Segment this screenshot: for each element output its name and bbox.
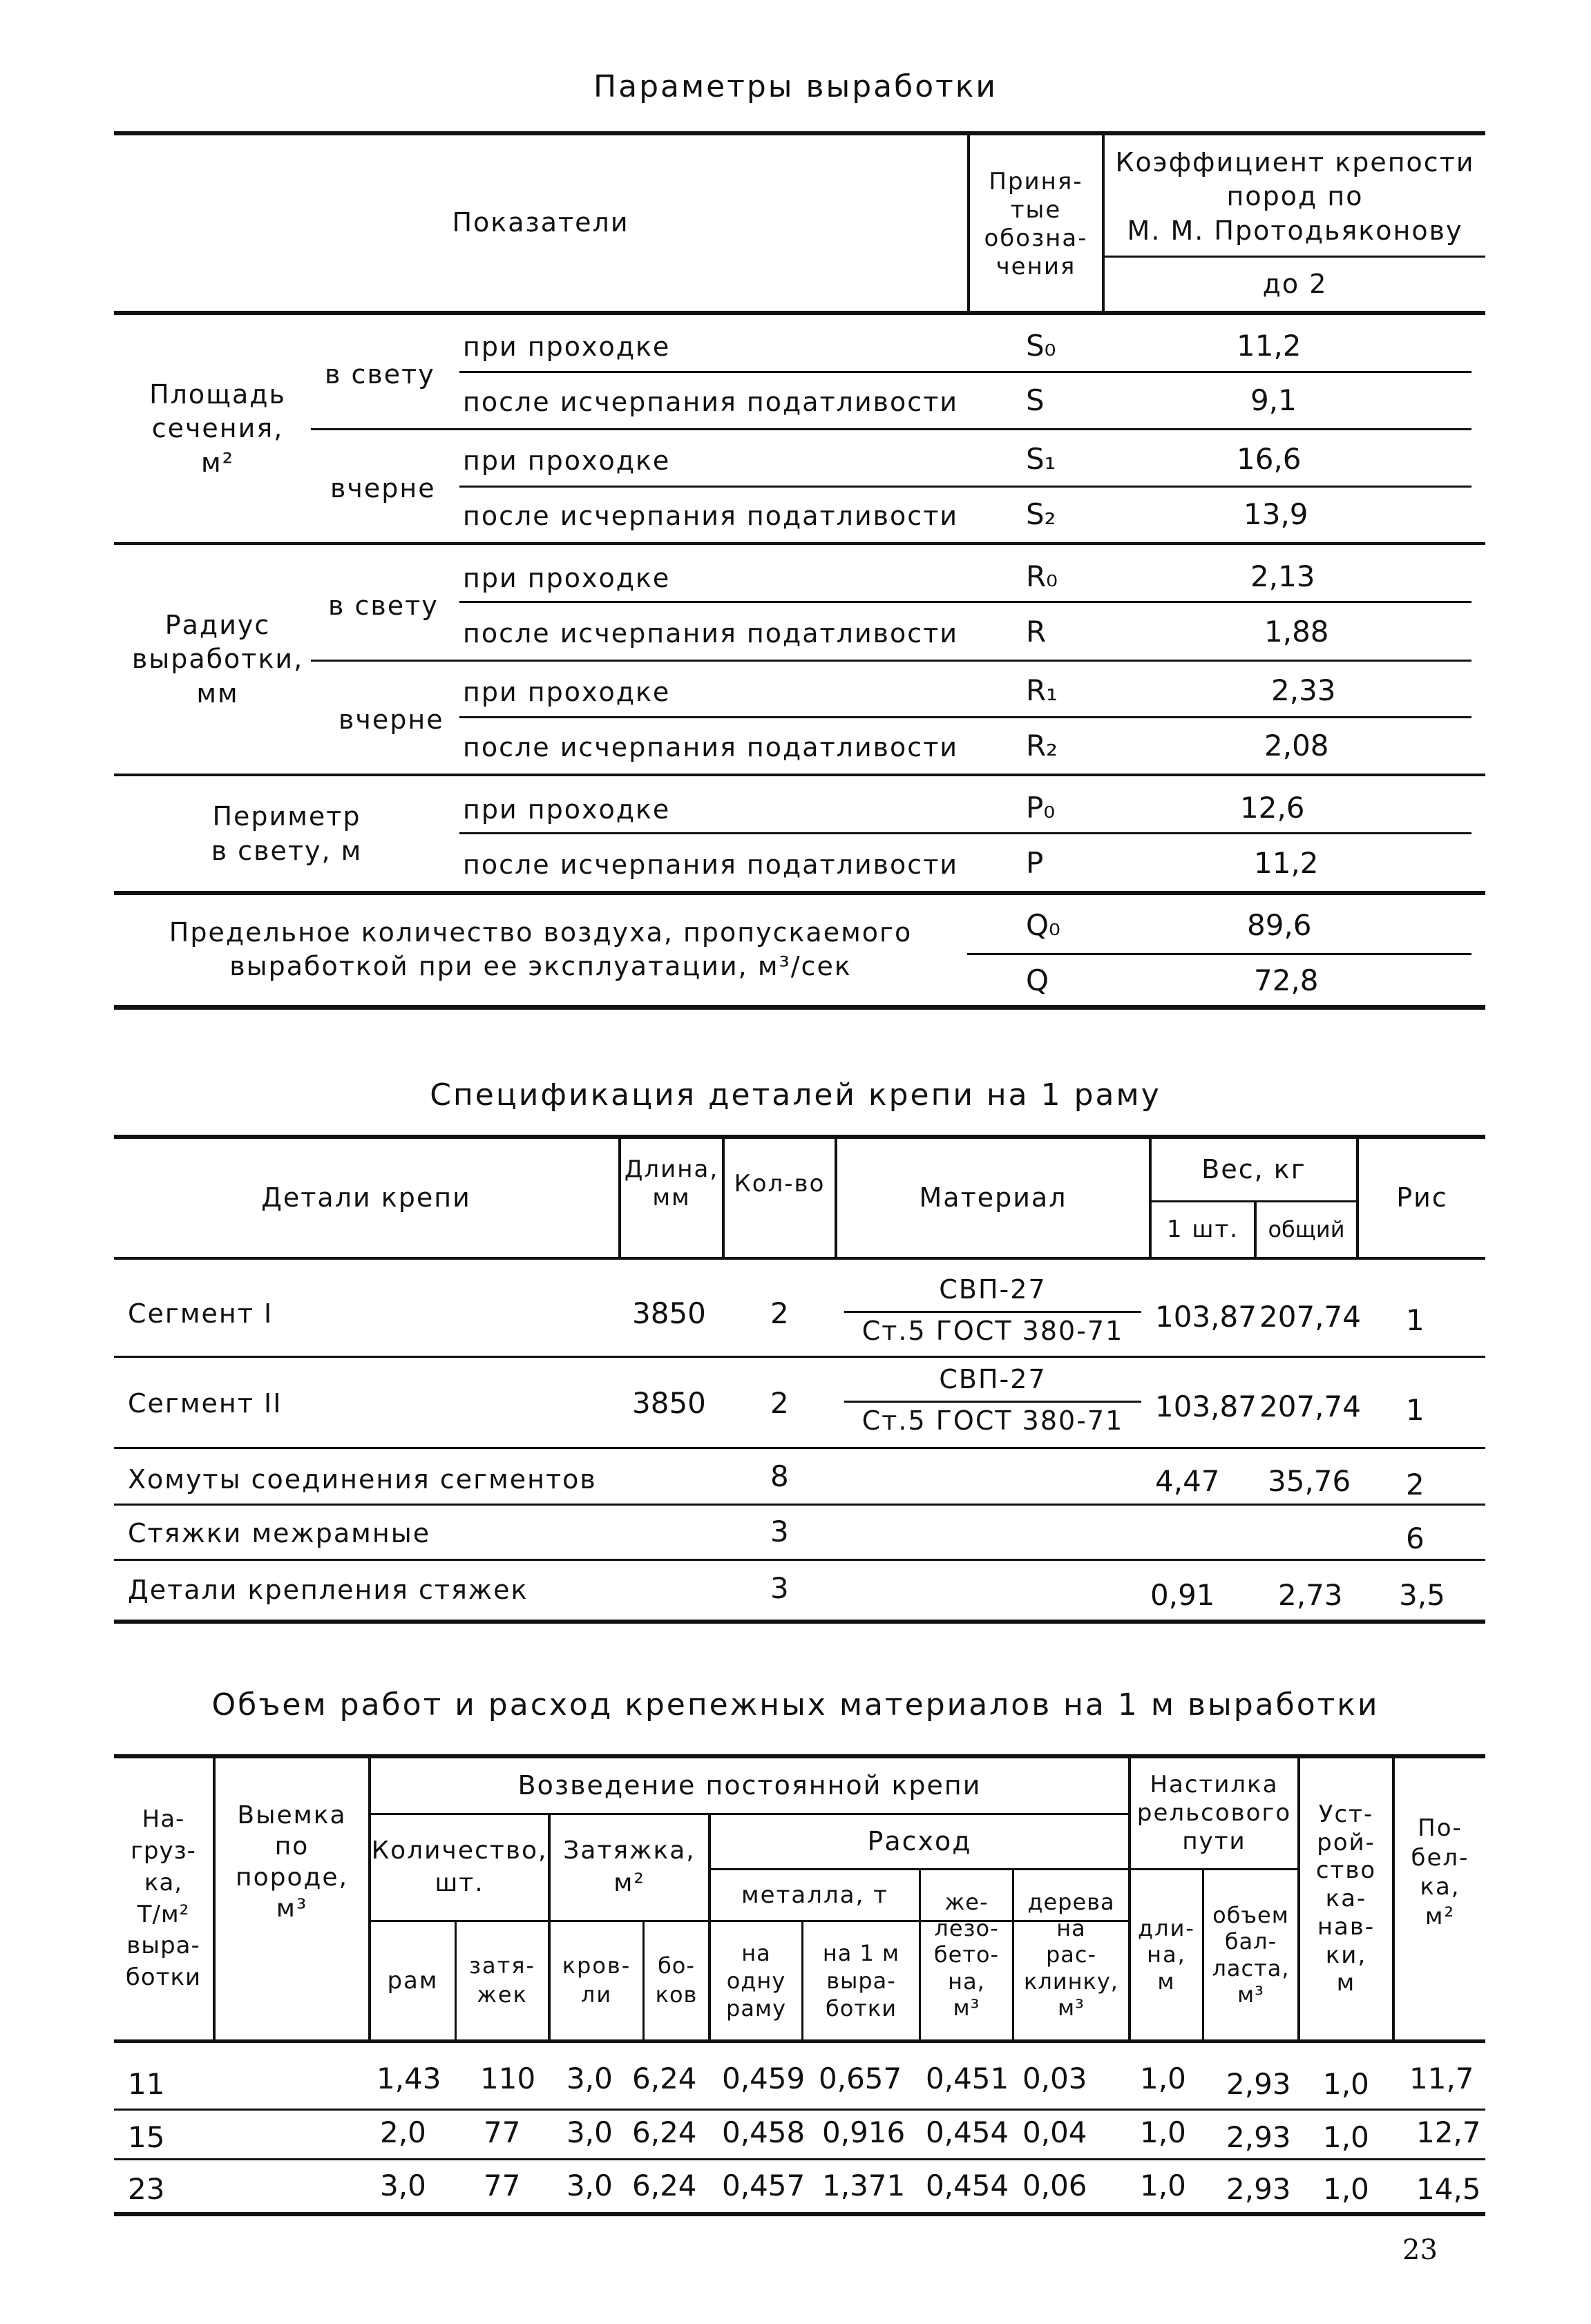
part-name: Хомуты соединения сегментов <box>128 1464 597 1495</box>
rule <box>114 2109 1485 2111</box>
cell-rail-length: 1,0 <box>1140 2169 1186 2202</box>
row-symbol: S₁ <box>1026 442 1056 476</box>
weight-one: 103,87 <box>1155 1300 1257 1334</box>
cell-sides: 6,24 <box>632 2169 697 2202</box>
cell-metal-frame: 0,457 <box>722 2169 806 2202</box>
rule <box>114 1447 1485 1449</box>
row-value: 1,88 <box>1264 615 1329 649</box>
row-symbol: Q₀ <box>1026 908 1060 942</box>
cell-ditch: 1,0 <box>1323 2067 1369 2101</box>
part-name: Сегмент II <box>128 1388 283 1419</box>
weight-one: 103,87 <box>1155 1390 1257 1423</box>
cell-rail-length: 1,0 <box>1140 2062 1186 2095</box>
rule <box>114 891 1485 895</box>
row-symbol: S₀ <box>1026 329 1056 363</box>
part-length: 3850 <box>632 1296 706 1330</box>
row-symbol: P₀ <box>1026 791 1056 825</box>
header-qty: Кол-во <box>734 1169 826 1198</box>
header-rail: Настилка рельсового пути <box>1136 1771 1292 1855</box>
radius-clear: в свету <box>328 590 439 621</box>
area-label: Площадь сечения, м² <box>149 378 286 478</box>
table1-title: Параметры выработки <box>593 69 998 104</box>
radius-label: Радиус выработки, мм <box>131 609 304 709</box>
row-symbol: R <box>1026 615 1047 649</box>
cell-metal-frame: 0,459 <box>722 2062 806 2095</box>
header-load: На- груз- ка, Т/м² выра- ботки <box>125 1805 202 1992</box>
part-qty: 3 <box>770 1515 789 1548</box>
header-laggings: затя- жек <box>468 1952 536 2008</box>
part-qty: 2 <box>770 1386 789 1420</box>
cell-frames: 3,0 <box>380 2169 426 2202</box>
cell-metal-frame: 0,458 <box>722 2115 806 2149</box>
cell-load: 15 <box>128 2120 165 2154</box>
rule <box>844 1401 1141 1403</box>
row-value: 11,2 <box>1254 846 1319 880</box>
figure-ref: 2 <box>1406 1468 1425 1501</box>
header-indicators: Показатели <box>452 207 629 238</box>
rule <box>114 1257 1485 1260</box>
row-value: 12,6 <box>1240 791 1305 825</box>
header-concrete: же- лезо- бето- на, м³ <box>933 1888 1000 2022</box>
cell-concrete: 0,454 <box>926 2115 1009 2149</box>
radius-outer: вчерне <box>339 704 444 735</box>
cell-ditch: 1,0 <box>1323 2172 1369 2206</box>
part-length: 3850 <box>632 1386 706 1420</box>
rule <box>114 2158 1485 2160</box>
row-symbol: P <box>1026 846 1044 880</box>
row-cond: при проходке <box>463 445 671 476</box>
rule <box>967 953 1471 955</box>
page-number: 23 <box>1402 2234 1438 2266</box>
part-name: Стяжки межрамные <box>128 1518 431 1548</box>
header-wood: дерева на рас- клинку, м³ <box>1024 1888 1118 2022</box>
cell-sides: 6,24 <box>632 2062 697 2095</box>
header-per-frame: на одну раму <box>726 1940 786 2022</box>
header-frames: рам <box>387 1966 439 1995</box>
row-value: 9,1 <box>1250 383 1297 417</box>
figure-ref: 1 <box>1406 1393 1425 1427</box>
cell-laggings: 77 <box>484 2115 521 2149</box>
cell-rail-length: 1,0 <box>1140 2115 1186 2149</box>
header-roof: кров- ли <box>562 1952 631 2008</box>
rule <box>114 2212 1485 2216</box>
header-metal: металла, т <box>741 1881 888 1909</box>
row-value: 89,6 <box>1247 908 1312 942</box>
rule <box>114 1559 1485 1561</box>
rule <box>459 371 1471 373</box>
cell-roof: 3,0 <box>566 2115 613 2149</box>
rule <box>844 1311 1141 1313</box>
row-cond: при проходке <box>463 677 671 707</box>
header-per-m: на 1 м выра- ботки <box>822 1940 900 2022</box>
material-bottom: Ст.5 ГОСТ 380-71 <box>861 1405 1124 1436</box>
header-ditch: Уст- рой- ство ка- нав- ки, м <box>1315 1800 1377 1997</box>
weight-one: 0,91 <box>1150 1578 1215 1612</box>
header-symbols: Приня- тые обозна- чения <box>984 168 1088 280</box>
cell-frames: 2,0 <box>380 2115 426 2149</box>
cell-ballast: 2,93 <box>1226 2120 1291 2154</box>
row-symbol: Q <box>1026 963 1049 997</box>
header-excavation: Выемка по породе, м³ <box>236 1801 348 1923</box>
row-symbol: R₂ <box>1026 729 1058 762</box>
row-value: 2,33 <box>1271 673 1336 707</box>
part-qty: 8 <box>770 1459 789 1493</box>
row-symbol: R₁ <box>1026 673 1058 707</box>
perimeter-label: Периметр в свету, м <box>211 801 363 866</box>
weight-total: 207,74 <box>1259 1390 1361 1423</box>
row-cond: после исчерпания податливости <box>463 387 959 417</box>
cell-roof: 3,0 <box>566 2062 613 2095</box>
rule <box>459 601 1471 603</box>
area-outer: вчерне <box>330 473 436 503</box>
cell-load: 23 <box>128 2172 165 2206</box>
rule <box>114 1356 1485 1358</box>
figure-ref: 3,5 <box>1399 1578 1445 1612</box>
row-cond: после исчерпания податливости <box>463 618 959 649</box>
row-value: 11,2 <box>1237 329 1302 363</box>
cell-wood: 0,06 <box>1022 2169 1087 2202</box>
header-length: Длина, мм <box>624 1155 719 1211</box>
table2-title: Спецификация деталей крепи на 1 раму <box>430 1077 1161 1113</box>
header-wall: общий <box>1268 1216 1345 1242</box>
row-value: 2,08 <box>1264 729 1329 762</box>
header-rail-length: дли- на, м <box>1138 1914 1195 1995</box>
row-cond: при проходке <box>463 563 671 593</box>
header-whitewash: По- бел- ка, м² <box>1411 1814 1469 1930</box>
cell-ditch: 1,0 <box>1323 2120 1369 2154</box>
header-fig: Рис <box>1396 1182 1448 1213</box>
header-material: Материал <box>919 1182 1067 1213</box>
part-qty: 3 <box>770 1571 789 1605</box>
cell-metal-m: 0,657 <box>819 2062 902 2095</box>
row-value: 16,6 <box>1237 442 1302 476</box>
row-cond: при проходке <box>463 794 671 825</box>
figure-ref: 6 <box>1406 1521 1425 1555</box>
cell-sides: 6,24 <box>632 2115 697 2149</box>
header-part: Детали крепи <box>261 1182 471 1213</box>
cell-ballast: 2,93 <box>1226 2067 1291 2101</box>
cell-wood: 0,03 <box>1022 2062 1087 2095</box>
cell-concrete: 0,451 <box>926 2062 1009 2095</box>
air-label: Предельное количество воздуха, пропускаемого выработкой при ее эксплуатации, м³/сек <box>169 916 913 981</box>
rule <box>311 428 1471 430</box>
row-symbol: S <box>1026 383 1045 417</box>
part-qty: 2 <box>770 1296 789 1330</box>
cell-whitewash: 12,7 <box>1416 2115 1481 2149</box>
header-consumption: Расход <box>867 1825 972 1856</box>
header-lagging: Затяжка, м² <box>563 1836 696 1897</box>
cell-laggings: 110 <box>480 2062 536 2095</box>
header-coef-value: до 2 <box>1262 268 1328 299</box>
cell-load: 11 <box>128 2067 165 2101</box>
material-top: СВП-27 <box>939 1274 1047 1305</box>
rule <box>311 660 1471 662</box>
cell-laggings: 77 <box>484 2169 521 2202</box>
row-cond: после исчерпания податливости <box>463 732 959 762</box>
row-cond: при проходке <box>463 332 671 362</box>
weight-total: 207,74 <box>1259 1300 1361 1334</box>
row-value: 2,13 <box>1250 559 1315 593</box>
rule <box>114 1005 1485 1010</box>
rule <box>114 1504 1485 1506</box>
material-top: СВП-27 <box>939 1364 1047 1394</box>
table3-title: Объем работ и расход крепежных материалов на 1 м выработки <box>211 1687 1380 1722</box>
cell-metal-m: 1,371 <box>822 2169 906 2202</box>
cell-whitewash: 11,7 <box>1409 2062 1474 2095</box>
rule <box>459 486 1471 488</box>
material-bottom: Ст.5 ГОСТ 380-71 <box>861 1316 1124 1346</box>
cell-ballast: 2,93 <box>1226 2172 1291 2206</box>
rule <box>114 774 1485 776</box>
header-erection: Возведение постоянной крепи <box>517 1769 982 1800</box>
header-weight: Вес, кг <box>1201 1153 1306 1184</box>
header-sides: бо- ков <box>655 1952 698 2008</box>
cell-whitewash: 14,5 <box>1416 2172 1481 2206</box>
row-symbol: R₀ <box>1026 559 1058 593</box>
header-coef: Коэффициент крепости пород по М. М. Протодьяконову <box>1115 146 1475 246</box>
rule <box>114 2039 1485 2043</box>
row-cond: после исчерпания податливости <box>463 501 959 531</box>
part-name: Сегмент I <box>128 1298 274 1329</box>
header-ballast: объем бал- ласта, м³ <box>1212 1901 1290 2008</box>
weight-one: 4,47 <box>1155 1464 1220 1498</box>
rule <box>114 1620 1485 1624</box>
rule <box>459 716 1471 718</box>
row-cond: после исчерпания податливости <box>463 849 959 880</box>
weight-total: 35,76 <box>1268 1464 1351 1498</box>
cell-frames: 1,43 <box>377 2062 441 2095</box>
cell-wood: 0,04 <box>1022 2115 1087 2149</box>
rule <box>459 832 1471 834</box>
part-name: Детали крепления стяжек <box>128 1575 528 1605</box>
row-value: 72,8 <box>1254 963 1319 997</box>
row-value: 13,9 <box>1244 497 1308 531</box>
cell-concrete: 0,454 <box>926 2169 1009 2202</box>
weight-total: 2,73 <box>1278 1578 1343 1612</box>
area-clear: в свету <box>325 359 435 390</box>
rule <box>114 542 1485 545</box>
header-count: Количество, шт. <box>371 1836 548 1897</box>
figure-ref: 1 <box>1406 1303 1425 1337</box>
row-symbol: S₂ <box>1026 497 1056 531</box>
cell-metal-m: 0,916 <box>822 2115 906 2149</box>
header-w1: 1 шт. <box>1166 1216 1239 1244</box>
cell-roof: 3,0 <box>566 2169 613 2202</box>
